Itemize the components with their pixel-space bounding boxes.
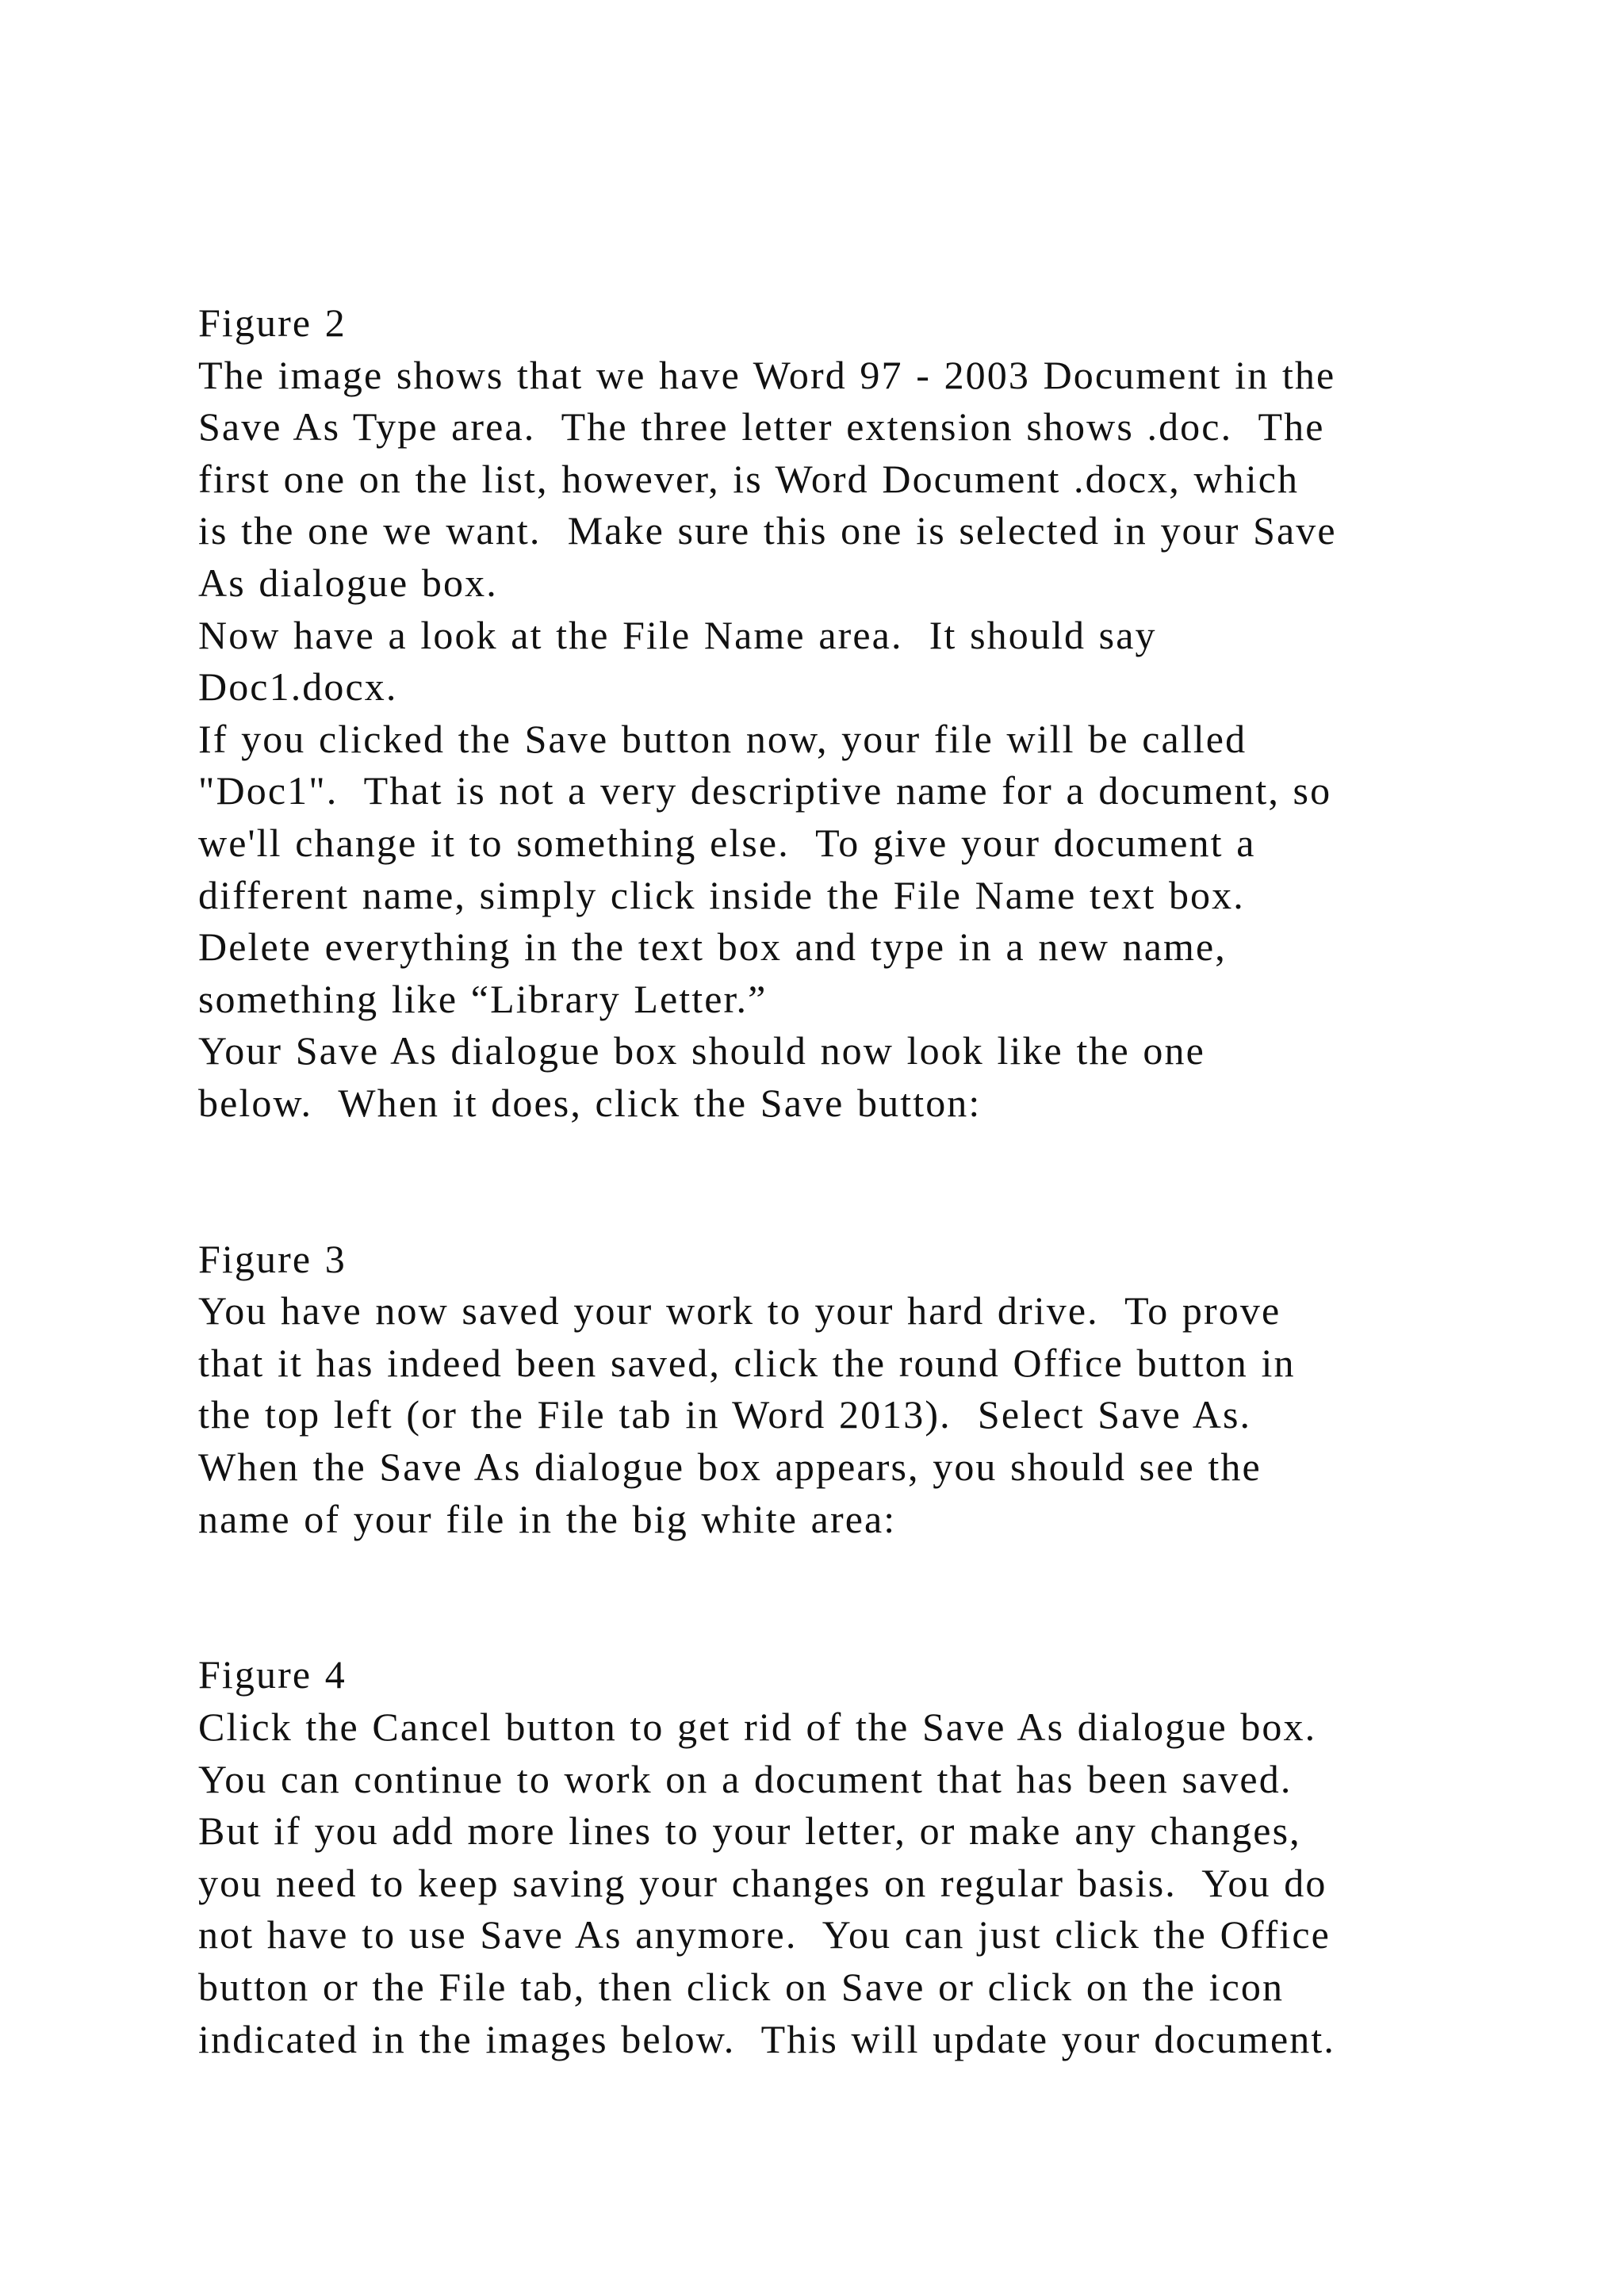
- figure-heading: Figure 4: [198, 1652, 347, 1697]
- paragraph-line: When the Save As dialogue box appears, you should see the: [198, 1445, 1262, 1490]
- section-figure-2: [198, 297, 1546, 1130]
- figure-heading: Figure 2: [198, 300, 347, 345]
- paragraph-line: If you clicked the Save button now, your file will be called: [198, 716, 1247, 761]
- paragraph-line: not have to use Save As anymore. You can just click the Office: [198, 1912, 1331, 1957]
- figure-heading: Figure 3: [198, 1236, 347, 1281]
- figure-placeholder-gap: [198, 1130, 1546, 1234]
- section-figure-4: [198, 1649, 1546, 2065]
- paragraph-line: the top left (or the File tab in Word 2013). Select Save As.: [198, 1392, 1252, 1437]
- paragraph-line: As dialogue box.: [198, 560, 498, 605]
- paragraph-line: different name, simply click inside the File Name text box.: [198, 872, 1245, 917]
- paragraph-line: The image shows that we have Word 97 - 2003 Document in the: [198, 352, 1336, 397]
- paragraph-line: button or the File tab, then click on Save or click on the icon: [198, 1965, 1285, 2009]
- paragraph-line: Save As Type area. The three letter extension shows .doc. The: [198, 404, 1325, 450]
- paragraph-line: below. When it does, click the Save button:: [198, 1080, 982, 1125]
- paragraph-line: first one on the list, however, is Word Document .docx, which: [198, 456, 1300, 501]
- document-body: [198, 297, 1546, 2065]
- paragraph-line: indicated in the images below. This will update your document.: [198, 2016, 1335, 2061]
- paragraph-line: "Doc1". That is not a very descriptive name for a document, so: [198, 768, 1332, 813]
- paragraph-line: Click the Cancel button to get rid of the Save As dialogue box.: [198, 1705, 1317, 1750]
- paragraph-line: you need to keep saving your changes on regular basis. You do: [198, 1860, 1327, 1905]
- paragraph-line: is the one we want. Make sure this one is selected in your Save: [198, 508, 1337, 553]
- paragraph-line: name of your file in the big white area:: [198, 1496, 897, 1541]
- section-figure-3: [198, 1234, 1546, 1546]
- paragraph-line: Delete everything in the text box and type in a new name,: [198, 924, 1227, 970]
- paragraph-line: But if you add more lines to your letter, or make any changes,: [198, 1808, 1301, 1854]
- paragraph-line: that it has indeed been saved, click the round Office button in: [198, 1340, 1296, 1385]
- paragraph-line: You have now saved your work to your hard drive. To prove: [198, 1288, 1281, 1334]
- paragraph-line: Doc1.docx.: [198, 664, 398, 710]
- figure-placeholder-gap: [198, 1545, 1546, 1649]
- paragraph-line: we'll change it to something else. To give your document a: [198, 820, 1256, 865]
- paragraph-line: Now have a look at the File Name area. It should say: [198, 612, 1157, 657]
- paragraph-line: Your Save As dialogue box should now look like the one: [198, 1028, 1205, 1073]
- paragraph-line: something like “Library Letter.”: [198, 976, 768, 1021]
- paragraph-line: You can continue to work on a document that has been saved.: [198, 1756, 1293, 1801]
